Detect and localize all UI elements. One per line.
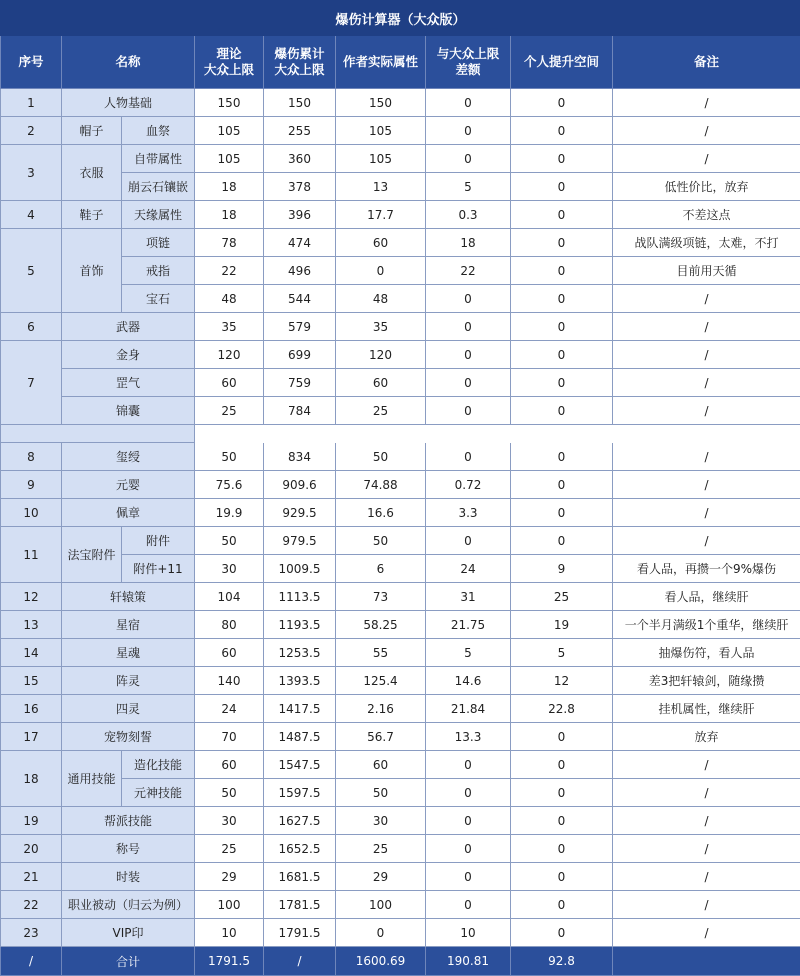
cumulative-cell: 909.6 <box>264 471 336 499</box>
cumulative-cell: 1781.5 <box>264 891 336 919</box>
seq-cell: 14 <box>1 639 62 667</box>
theory-cell: 105 <box>195 117 264 145</box>
name-cell: 武器 <box>62 313 195 341</box>
sub-cell: 造化技能 <box>122 751 195 779</box>
diff-cell: 0 <box>426 313 511 341</box>
name-cell: VIP印 <box>62 919 195 947</box>
note-cell: / <box>613 471 800 499</box>
seq-cell: 18 <box>1 751 62 807</box>
cumulative-cell: 360 <box>264 145 336 173</box>
table-row <box>1 695 800 723</box>
actual-cell: 50 <box>336 527 426 555</box>
name-cell: 锦囊 <box>62 397 195 425</box>
space-cell: 0 <box>511 751 613 779</box>
note-cell: / <box>613 443 800 471</box>
name-cell: 玺绶 <box>62 443 195 471</box>
theory-cell: 25 <box>195 835 264 863</box>
seq-cell: 3 <box>1 145 62 201</box>
cumulative-cell: 834 <box>264 443 336 471</box>
table-row <box>1 611 800 639</box>
theory-cell: 18 <box>195 201 264 229</box>
space-cell: 22.8 <box>511 695 613 723</box>
diff-cell: 0 <box>426 117 511 145</box>
table-row <box>1 919 800 947</box>
group-cell: 衣服 <box>62 145 122 201</box>
diff-cell: 0 <box>426 835 511 863</box>
table-row <box>1 397 800 425</box>
name-cell: 阵灵 <box>62 667 195 695</box>
table-title: 爆伤计算器（大众版） <box>1 1 800 36</box>
diff-cell: 5 <box>426 173 511 201</box>
name-cell: 时装 <box>62 863 195 891</box>
theory-cell: 104 <box>195 583 264 611</box>
actual-cell: 6 <box>336 555 426 583</box>
name-cell: 人物基础 <box>62 89 195 117</box>
name-cell: 金身 <box>62 341 195 369</box>
diff-cell: 22 <box>426 257 511 285</box>
diff-cell: 0.72 <box>426 471 511 499</box>
total-space: 92.8 <box>511 947 613 976</box>
header-row <box>1 36 800 89</box>
theory-cell: 75.6 <box>195 471 264 499</box>
diff-cell: 0 <box>426 527 511 555</box>
table-row <box>1 201 800 229</box>
note-cell: 差3把轩辕剑，随缘攒 <box>613 667 800 695</box>
note-cell: 一个半月满级1个重华，继续肝 <box>613 611 800 639</box>
theory-cell: 24 <box>195 695 264 723</box>
diff-cell: 0 <box>426 891 511 919</box>
actual-cell: 60 <box>336 369 426 397</box>
note-cell: / <box>613 285 800 313</box>
diff-cell: 0 <box>426 145 511 173</box>
total-cumulative: / <box>264 947 336 976</box>
actual-cell: 120 <box>336 341 426 369</box>
name-cell: 帮派技能 <box>62 807 195 835</box>
theory-cell: 50 <box>195 443 264 471</box>
actual-cell: 30 <box>336 807 426 835</box>
sub-cell: 项链 <box>122 229 195 257</box>
name-cell: 佩章 <box>62 499 195 527</box>
space-cell: 12 <box>511 667 613 695</box>
diff-cell: 0 <box>426 751 511 779</box>
cumulative-cell: 929.5 <box>264 499 336 527</box>
theory-cell: 50 <box>195 527 264 555</box>
header-seq: 序号 <box>1 36 62 89</box>
sub-cell: 戒指 <box>122 257 195 285</box>
table-row <box>1 667 800 695</box>
theory-cell: 60 <box>195 639 264 667</box>
header-actual: 作者实际属性 <box>336 36 426 89</box>
theory-cell: 150 <box>195 89 264 117</box>
spacer-cell <box>195 425 800 443</box>
actual-cell: 25 <box>336 835 426 863</box>
actual-cell: 13 <box>336 173 426 201</box>
theory-cell: 30 <box>195 807 264 835</box>
seq-cell: 7 <box>1 341 62 425</box>
actual-cell: 50 <box>336 443 426 471</box>
cumulative-cell: 784 <box>264 397 336 425</box>
header-diff: 与大众上限 差额 <box>426 36 511 89</box>
diff-cell: 0 <box>426 779 511 807</box>
theory-cell: 19.9 <box>195 499 264 527</box>
total-note <box>613 947 800 976</box>
note-cell: 目前用天循 <box>613 257 800 285</box>
diff-cell: 0 <box>426 89 511 117</box>
space-cell: 0 <box>511 779 613 807</box>
diff-cell: 0 <box>426 807 511 835</box>
name-cell: 罡气 <box>62 369 195 397</box>
table-row <box>1 891 800 919</box>
cumulative-cell: 1487.5 <box>264 723 336 751</box>
header-cumulative: 爆伤累计 大众上限 <box>264 36 336 89</box>
name-cell: 元婴 <box>62 471 195 499</box>
note-cell: / <box>613 117 800 145</box>
cumulative-cell: 544 <box>264 285 336 313</box>
cumulative-cell: 1547.5 <box>264 751 336 779</box>
space-cell: 0 <box>511 723 613 751</box>
note-cell: / <box>613 527 800 555</box>
diff-cell: 0 <box>426 369 511 397</box>
space-cell: 0 <box>511 471 613 499</box>
header-space: 个人提升空间 <box>511 36 613 89</box>
name-cell: 四灵 <box>62 695 195 723</box>
space-cell: 0 <box>511 863 613 891</box>
theory-cell: 10 <box>195 919 264 947</box>
actual-cell: 105 <box>336 145 426 173</box>
actual-cell: 60 <box>336 229 426 257</box>
space-cell: 0 <box>511 173 613 201</box>
seq-cell: 19 <box>1 807 62 835</box>
seq-cell: 22 <box>1 891 62 919</box>
name-cell: 称号 <box>62 835 195 863</box>
spacer-row <box>1 425 800 443</box>
space-cell: 0 <box>511 313 613 341</box>
note-cell: 放弃 <box>613 723 800 751</box>
seq-cell: 15 <box>1 667 62 695</box>
note-cell: 抽爆伤符，看人品 <box>613 639 800 667</box>
group-cell: 通用技能 <box>62 751 122 807</box>
name-cell: 星魂 <box>62 639 195 667</box>
group-cell: 帽子 <box>62 117 122 145</box>
actual-cell: 0 <box>336 257 426 285</box>
seq-cell: 8 <box>1 443 62 471</box>
theory-cell: 100 <box>195 891 264 919</box>
actual-cell: 48 <box>336 285 426 313</box>
actual-cell: 74.88 <box>336 471 426 499</box>
spacer-cell <box>1 425 195 443</box>
diff-cell: 3.3 <box>426 499 511 527</box>
theory-cell: 18 <box>195 173 264 201</box>
theory-cell: 70 <box>195 723 264 751</box>
note-cell: / <box>613 751 800 779</box>
theory-cell: 25 <box>195 397 264 425</box>
actual-cell: 2.16 <box>336 695 426 723</box>
diff-cell: 0 <box>426 443 511 471</box>
note-cell: 战队满级项链，太难，不打 <box>613 229 800 257</box>
group-cell: 法宝附件 <box>62 527 122 583</box>
total-theory: 1791.5 <box>195 947 264 976</box>
sub-cell: 天缘属性 <box>122 201 195 229</box>
actual-cell: 0 <box>336 919 426 947</box>
cumulative-cell: 1681.5 <box>264 863 336 891</box>
cumulative-cell: 496 <box>264 257 336 285</box>
table-row <box>1 835 800 863</box>
actual-cell: 73 <box>336 583 426 611</box>
actual-cell: 60 <box>336 751 426 779</box>
table-row <box>1 89 800 117</box>
diff-cell: 10 <box>426 919 511 947</box>
space-cell: 19 <box>511 611 613 639</box>
theory-cell: 105 <box>195 145 264 173</box>
theory-cell: 50 <box>195 779 264 807</box>
table-row <box>1 145 800 173</box>
note-cell: / <box>613 89 800 117</box>
seq-cell: 2 <box>1 117 62 145</box>
note-cell: / <box>613 779 800 807</box>
diff-cell: 13.3 <box>426 723 511 751</box>
space-cell: 0 <box>511 397 613 425</box>
table-row <box>1 443 800 471</box>
total-seq: / <box>1 947 62 976</box>
table-row <box>1 369 800 397</box>
space-cell: 0 <box>511 807 613 835</box>
group-cell: 首饰 <box>62 229 122 313</box>
sub-cell: 血祭 <box>122 117 195 145</box>
table-row <box>1 639 800 667</box>
note-cell: / <box>613 313 800 341</box>
theory-cell: 60 <box>195 369 264 397</box>
cumulative-cell: 1791.5 <box>264 919 336 947</box>
sub-cell: 自带属性 <box>122 145 195 173</box>
seq-cell: 13 <box>1 611 62 639</box>
seq-cell: 11 <box>1 527 62 583</box>
header-note: 备注 <box>613 36 800 89</box>
space-cell: 0 <box>511 891 613 919</box>
seq-cell: 5 <box>1 229 62 313</box>
space-cell: 0 <box>511 89 613 117</box>
cumulative-cell: 1193.5 <box>264 611 336 639</box>
cumulative-cell: 579 <box>264 313 336 341</box>
seq-cell: 9 <box>1 471 62 499</box>
space-cell: 5 <box>511 639 613 667</box>
actual-cell: 105 <box>336 117 426 145</box>
cumulative-cell: 378 <box>264 173 336 201</box>
table-row <box>1 313 800 341</box>
seq-cell: 23 <box>1 919 62 947</box>
space-cell: 0 <box>511 835 613 863</box>
seq-cell: 17 <box>1 723 62 751</box>
space-cell: 0 <box>511 229 613 257</box>
name-cell: 星宿 <box>62 611 195 639</box>
diff-cell: 0 <box>426 341 511 369</box>
note-cell: / <box>613 341 800 369</box>
seq-cell: 20 <box>1 835 62 863</box>
cumulative-cell: 1009.5 <box>264 555 336 583</box>
actual-cell: 58.25 <box>336 611 426 639</box>
actual-cell: 125.4 <box>336 667 426 695</box>
cumulative-cell: 1253.5 <box>264 639 336 667</box>
space-cell: 0 <box>511 145 613 173</box>
note-cell: / <box>613 891 800 919</box>
cumulative-cell: 1652.5 <box>264 835 336 863</box>
seq-cell: 1 <box>1 89 62 117</box>
total-label: 合计 <box>62 947 195 976</box>
header-theory: 理论 大众上限 <box>195 36 264 89</box>
theory-cell: 48 <box>195 285 264 313</box>
cumulative-cell: 1113.5 <box>264 583 336 611</box>
sub-cell: 元神技能 <box>122 779 195 807</box>
space-cell: 0 <box>511 341 613 369</box>
table-row <box>1 527 800 555</box>
diff-cell: 0 <box>426 863 511 891</box>
note-cell: 不差这点 <box>613 201 800 229</box>
cumulative-cell: 1393.5 <box>264 667 336 695</box>
note-cell: / <box>613 807 800 835</box>
diff-cell: 0 <box>426 397 511 425</box>
diff-cell: 0.3 <box>426 201 511 229</box>
note-cell: 看人品，继续肝 <box>613 583 800 611</box>
theory-cell: 29 <box>195 863 264 891</box>
actual-cell: 50 <box>336 779 426 807</box>
diff-cell: 21.84 <box>426 695 511 723</box>
theory-cell: 60 <box>195 751 264 779</box>
actual-cell: 35 <box>336 313 426 341</box>
theory-cell: 30 <box>195 555 264 583</box>
diff-cell: 14.6 <box>426 667 511 695</box>
seq-cell: 21 <box>1 863 62 891</box>
space-cell: 0 <box>511 443 613 471</box>
space-cell: 0 <box>511 117 613 145</box>
note-cell: / <box>613 499 800 527</box>
diff-cell: 24 <box>426 555 511 583</box>
sub-cell: 宝石 <box>122 285 195 313</box>
note-cell: 挂机属性，继续肝 <box>613 695 800 723</box>
theory-cell: 80 <box>195 611 264 639</box>
space-cell: 0 <box>511 527 613 555</box>
table-row <box>1 723 800 751</box>
diff-cell: 31 <box>426 583 511 611</box>
theory-cell: 35 <box>195 313 264 341</box>
space-cell: 0 <box>511 919 613 947</box>
space-cell: 0 <box>511 201 613 229</box>
actual-cell: 17.7 <box>336 201 426 229</box>
seq-cell: 16 <box>1 695 62 723</box>
diff-cell: 5 <box>426 639 511 667</box>
space-cell: 9 <box>511 555 613 583</box>
table-row <box>1 229 800 257</box>
note-cell: / <box>613 369 800 397</box>
actual-cell: 150 <box>336 89 426 117</box>
theory-cell: 120 <box>195 341 264 369</box>
actual-cell: 100 <box>336 891 426 919</box>
table-row <box>1 751 800 779</box>
total-diff: 190.81 <box>426 947 511 976</box>
cumulative-cell: 396 <box>264 201 336 229</box>
cumulative-cell: 150 <box>264 89 336 117</box>
space-cell: 0 <box>511 369 613 397</box>
note-cell: / <box>613 835 800 863</box>
cumulative-cell: 759 <box>264 369 336 397</box>
cumulative-cell: 979.5 <box>264 527 336 555</box>
cumulative-cell: 1597.5 <box>264 779 336 807</box>
diff-cell: 18 <box>426 229 511 257</box>
note-cell: 看人品，再攒一个9%爆伤 <box>613 555 800 583</box>
name-cell: 宠物刻誓 <box>62 723 195 751</box>
note-cell: 低性价比，放弃 <box>613 173 800 201</box>
sub-cell: 崩云石镶嵌 <box>122 173 195 201</box>
sub-cell: 附件+11 <box>122 555 195 583</box>
note-cell: / <box>613 863 800 891</box>
space-cell: 0 <box>511 285 613 313</box>
name-cell: 轩辕策 <box>62 583 195 611</box>
theory-cell: 22 <box>195 257 264 285</box>
total-actual: 1600.69 <box>336 947 426 976</box>
sub-cell: 附件 <box>122 527 195 555</box>
table-row <box>1 807 800 835</box>
table-row <box>1 499 800 527</box>
group-cell: 鞋子 <box>62 201 122 229</box>
table-row <box>1 863 800 891</box>
diff-cell: 0 <box>426 285 511 313</box>
table-row <box>1 471 800 499</box>
actual-cell: 56.7 <box>336 723 426 751</box>
space-cell: 0 <box>511 257 613 285</box>
cumulative-cell: 474 <box>264 229 336 257</box>
actual-cell: 16.6 <box>336 499 426 527</box>
seq-cell: 6 <box>1 313 62 341</box>
seq-cell: 12 <box>1 583 62 611</box>
table-row <box>1 117 800 145</box>
actual-cell: 55 <box>336 639 426 667</box>
actual-cell: 25 <box>336 397 426 425</box>
seq-cell: 4 <box>1 201 62 229</box>
theory-cell: 78 <box>195 229 264 257</box>
cumulative-cell: 1627.5 <box>264 807 336 835</box>
cumulative-cell: 1417.5 <box>264 695 336 723</box>
name-cell: 职业被动（归云为例） <box>62 891 195 919</box>
table-row <box>1 341 800 369</box>
seq-cell: 10 <box>1 499 62 527</box>
diff-cell: 21.75 <box>426 611 511 639</box>
cumulative-cell: 255 <box>264 117 336 145</box>
note-cell: / <box>613 145 800 173</box>
note-cell: / <box>613 397 800 425</box>
note-cell: / <box>613 919 800 947</box>
table-row <box>1 583 800 611</box>
space-cell: 0 <box>511 499 613 527</box>
cumulative-cell: 699 <box>264 341 336 369</box>
space-cell: 25 <box>511 583 613 611</box>
total-row <box>1 947 800 976</box>
actual-cell: 29 <box>336 863 426 891</box>
header-name: 名称 <box>62 36 195 89</box>
theory-cell: 140 <box>195 667 264 695</box>
